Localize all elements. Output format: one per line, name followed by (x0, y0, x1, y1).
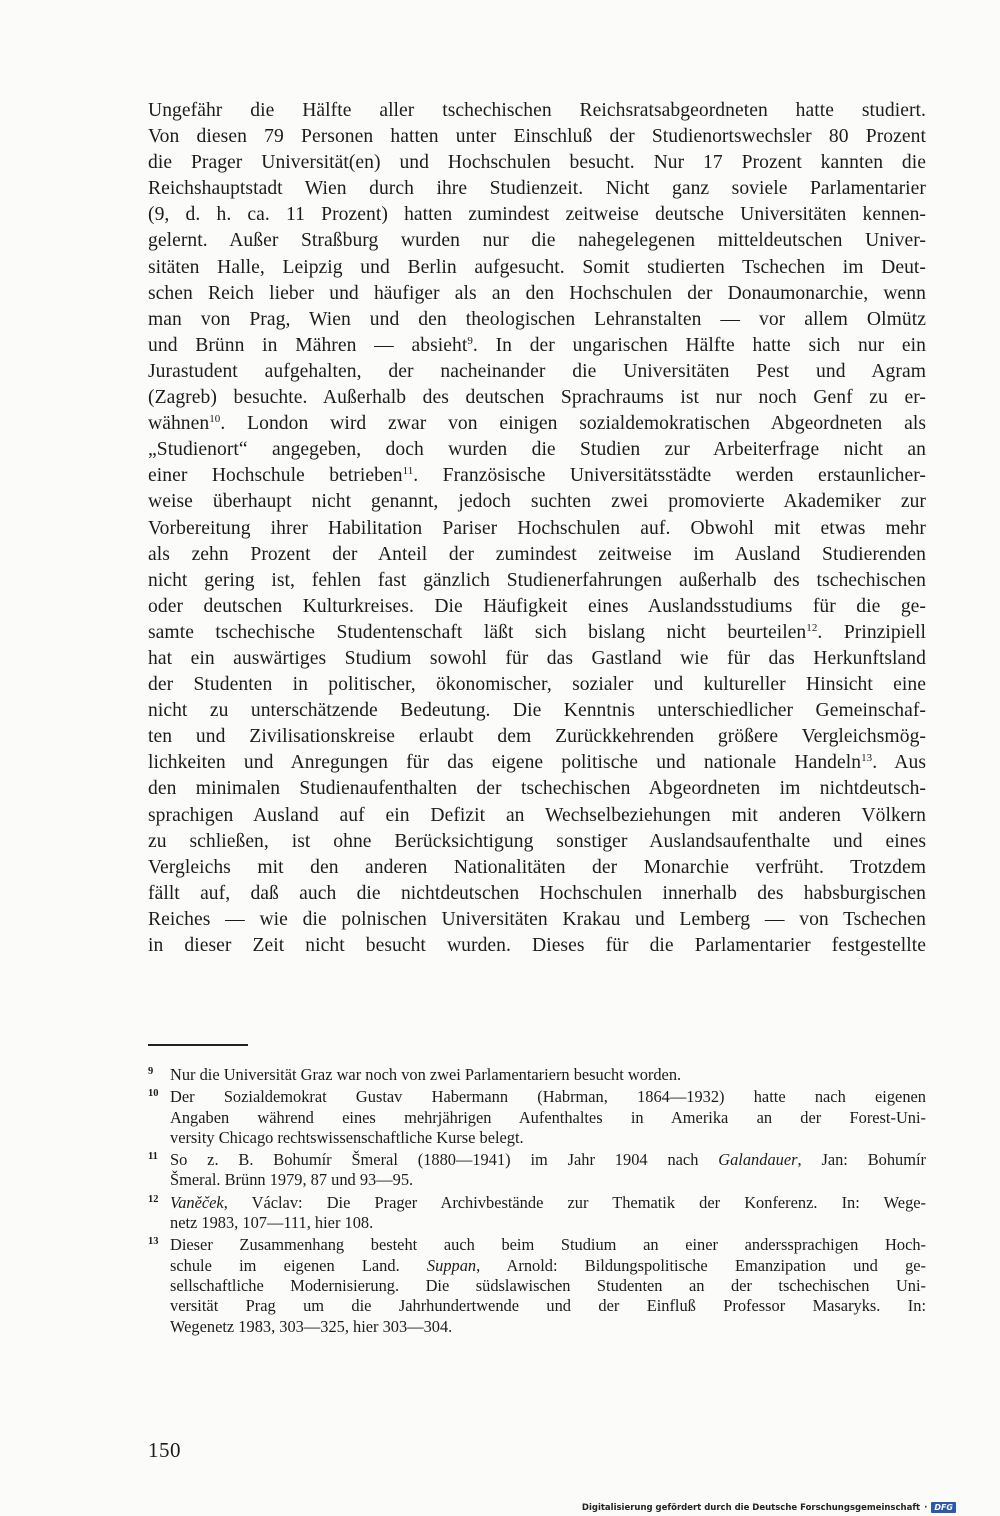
credit-text: Digitalisierung gefördert durch die Deutsche Forschungsgemeinschaft (581, 1502, 921, 1513)
body-line (148, 202, 926, 228)
footnote-text (170, 1235, 926, 1336)
body-line (148, 463, 926, 489)
body-line-text: sprachigen Ausland auf ein Defizit an Wechselbeziehungen mit anderen Völkern (148, 804, 926, 826)
body-line-text: nicht gering ist, fehlen fast gänzlich Studienerfahrungen außerhalb des tschechischen (148, 569, 926, 591)
dfg-logo: DFG (931, 1502, 956, 1513)
body-line (148, 542, 926, 568)
footnote-line: versity Chicago rechtswissenschaftliche Kurse belegt. (170, 1127, 524, 1147)
body-line (148, 620, 926, 646)
body-line-text: lichkeiten und Anregungen für das eigene politische und nationale Handeln (148, 752, 862, 774)
body-line-text: Vorbereitung ihrer Habilitation Pariser Hochschulen auf. Obwohl mit etwas mehr (148, 517, 926, 539)
body-line-text: weise überhaupt nicht genannt, jedoch suchten zwei promovierte Akademiker zur (148, 491, 926, 513)
body-line-text: ten und Zivilisationskreise erlaubt dem Zurückkehrenden größere Vergleichsmög- (148, 726, 926, 748)
footnotes (148, 1065, 926, 1339)
footnote-number: 11 (148, 1151, 158, 1163)
body-line-text: als zehn Prozent der Anteil der zumindest zeitweise im Ausland Studierenden (148, 543, 926, 565)
body-line-text: samte tschechische Studentenschaft läßt sich bislang nicht beurteilen (148, 621, 807, 643)
body-line-text: schen Reich lieber und häufiger als an den Hochschulen der Donaumonarchie, wenn (148, 282, 926, 304)
footnote-12 (148, 1193, 926, 1234)
body-line (148, 124, 926, 150)
body-text (148, 98, 926, 959)
footnote-line: Šmeral. Brünn 1979, 87 und 93—95. (170, 1170, 414, 1190)
footnote-number: 10 (148, 1088, 159, 1100)
footnote-11 (148, 1150, 926, 1191)
body-line-text: fällt auf, daß auch die nichtdeutschen Hochschulen innerhalb des habsburgischen (148, 882, 926, 904)
body-line (148, 228, 926, 254)
footnote-line: Der Sozialdemokrat Gustav Habermann (Habrman, 1864—1932) hatte nach eigenen (170, 1087, 926, 1107)
body-line-text: in dieser Zeit nicht besucht wurden. Dieses für die Parlamentarier festgestellte (148, 935, 926, 956)
body-line (148, 568, 926, 594)
footnote-reference[interactable]: 12 (806, 621, 818, 634)
body-line (148, 176, 926, 202)
body-line-text: und Brünn in Mähren — absieht (148, 334, 468, 356)
body-line-text: zu schließen, ist ohne Berücksichtigung sonstiger Auslandsaufenthalte und eines (148, 830, 926, 852)
body-line-text: nicht zu unterschätzende Bedeutung. Die Kenntnis unterschiedlicher Gemeinschaf- (148, 700, 926, 722)
footnote-10 (148, 1087, 926, 1148)
body-line-text-continued: . London wird zwar von einigen sozialdemokratischen Abgeordneten als (220, 413, 926, 435)
body-line (148, 437, 926, 463)
footnote-line: Dieser Zusammenhang besteht auch beim Studium an einer anderssprachigen Hoch- (170, 1235, 926, 1255)
footnote-text (170, 1193, 926, 1234)
footnote-reference[interactable]: 9 (467, 334, 473, 347)
body-line-text: (9, d. h. ca. 11 Prozent) hatten zumindest zeitweise deutsche Universitäten kennen- (148, 204, 926, 226)
body-line-text: Jurastudent aufgehalten, der nacheinander die Universitäten Pest und Agram (148, 360, 926, 382)
body-line-text: hat ein auswärtiges Studium sowohl für das Gastland wie für das Herkunftsland (148, 647, 926, 669)
footnote-line: sellschaftliche Modernisierung. Die südslawischen Studenten an der tschechischen Uni- (170, 1275, 926, 1295)
body-line (148, 829, 926, 855)
footnote-line: netz 1983, 107—111, hier 108. (170, 1213, 374, 1233)
body-line-text: gelernt. Außer Straßburg wurden nur die nahegelegenen mitteldeutschen Univer- (148, 230, 926, 252)
footnote-line: Angaben während eines mehrjährigen Aufenthaltes in Amerika an der Forest-Uni- (170, 1107, 926, 1127)
body-line-text: „Studienort“ angegeben, doch wurden die Studien zur Arbeiterfrage nicht an (148, 439, 926, 461)
footnote-line: Vaněček, Václav: Die Prager Archivbestände zur Thematik der Konferenz. In: Wege- (170, 1192, 926, 1212)
body-line (148, 594, 926, 620)
footnote-line: Nur die Universität Graz war noch von zwei Parlamentariern besucht worden. (170, 1065, 682, 1084)
body-line-text: einer Hochschule betrieben (148, 465, 403, 487)
body-line (148, 359, 926, 385)
footnote-reference[interactable]: 10 (209, 413, 221, 426)
body-line (148, 333, 926, 359)
body-line-text: wähnen (148, 413, 210, 435)
body-line (148, 150, 926, 176)
body-line (148, 933, 926, 959)
body-line (148, 489, 926, 515)
footnote-line: versität Prag um die Jahrhundertwende und der Einfluß Professor Masaryks. In: (170, 1296, 926, 1316)
footnote-text (170, 1065, 926, 1085)
digitization-credit (582, 1502, 956, 1513)
body-line-text: Ungefähr die Hälfte aller tschechischen Reichsratsabgeordneten hatte studiert. (148, 100, 926, 121)
footnote-13 (148, 1235, 926, 1336)
body-line (148, 724, 926, 750)
body-line (148, 646, 926, 672)
body-line-text-continued: . Aus (872, 752, 926, 774)
body-line (148, 698, 926, 724)
body-line (148, 281, 926, 307)
footnote-text (170, 1087, 926, 1148)
footnote-number: 9 (148, 1066, 154, 1077)
credit-dot: · (924, 1502, 928, 1513)
body-line-text: den minimalen Studienaufenthalten der tschechischen Abgeordneten im nichtdeutsch- (148, 778, 926, 800)
footnote-reference[interactable]: 13 (861, 752, 873, 765)
footnote-reference[interactable]: 11 (402, 465, 414, 478)
footnote-number: 12 (148, 1193, 159, 1205)
footnote-text (170, 1150, 926, 1191)
body-line (148, 672, 926, 698)
footnote-line: Wegenetz 1983, 303—325, hier 303—304. (170, 1316, 453, 1336)
body-line (148, 307, 926, 333)
body-line (148, 855, 926, 881)
body-line-text: Reichshauptstadt Wien durch ihre Studienzeit. Nicht ganz soviele Parlamentarier (148, 178, 926, 200)
body-line-text: man von Prag, Wien und den theologischen Lehranstalten — vor allem Olmütz (148, 308, 926, 330)
body-line-text-continued: . Prinzipiell (817, 621, 926, 643)
body-line (148, 750, 926, 776)
body-line (148, 385, 926, 411)
body-line (148, 411, 926, 437)
body-line-text: Von diesen 79 Personen hatten unter Einschluß der Studienortswechsler 80 Prozent (148, 126, 926, 148)
body-line-text: Vergleichs mit den anderen Nationalitäten der Monarchie verfrüht. Trotzdem (148, 856, 926, 878)
footnote-9 (148, 1065, 926, 1085)
body-line-text: (Zagreb) besuchte. Außerhalb des deutschen Sprachraums ist nur noch Genf zu er- (148, 387, 926, 409)
body-line (148, 907, 926, 933)
body-line (148, 881, 926, 907)
body-line (148, 803, 926, 829)
body-line (148, 776, 926, 802)
body-line-text: der Studenten in politischer, ökonomischer, sozialer und kultureller Hinsicht eine (148, 674, 926, 696)
body-line (148, 98, 926, 124)
body-line-text-continued: . Französische Universitätsstädte werden erstaunlicher- (413, 465, 926, 487)
body-line-text-continued: . In der ungarischen Hälfte hatte sich nur ein (472, 334, 926, 356)
footnote-number: 13 (148, 1236, 159, 1248)
body-line (148, 255, 926, 281)
page-number: 150 (148, 1438, 181, 1462)
body-line-text: die Prager Universität(en) und Hochschulen besucht. Nur 17 Prozent kannten die (148, 152, 926, 174)
footnote-separator (148, 1044, 248, 1046)
footnote-line: schule im eigenen Land. Suppan, Arnold: Bildungspolitische Emanzipation und ge- (170, 1255, 926, 1275)
body-line-text: oder deutschen Kulturkreises. Die Häufigkeit eines Auslandsstudiums für die ge- (148, 595, 926, 617)
body-line-text: sitäten Halle, Leipzig und Berlin aufgesucht. Somit studierten Tschechen im Deut- (148, 256, 926, 278)
body-line (148, 516, 926, 542)
body-line-text: Reiches — wie die polnischen Universitäten Krakau und Lemberg — von Tschechen (148, 908, 926, 930)
footnote-line: So z. B. Bohumír Šmeral (1880—1941) im Jahr 1904 nach Galandauer, Jan: Bohumír (170, 1150, 926, 1170)
